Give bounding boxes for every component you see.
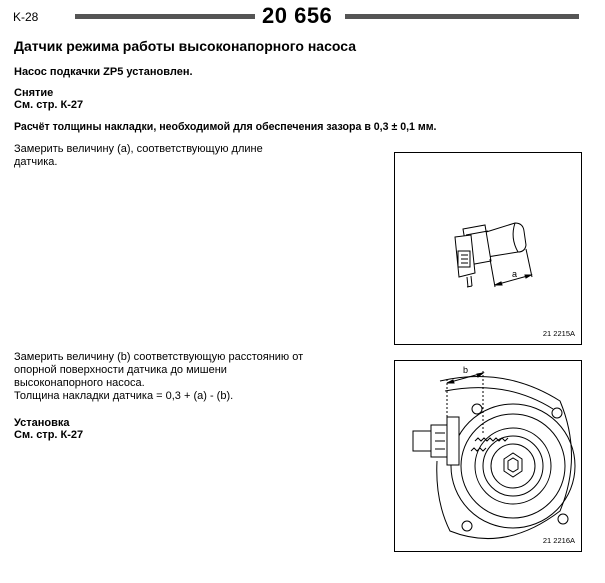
figure-sensor-length: [394, 152, 582, 345]
step2-line1: Замерить величину (b) соответствующую расстоянию от: [14, 351, 304, 363]
sensor-drawing: [395, 153, 581, 344]
calc-heading: Расчёт толщины накладки, необходимой для обеспечения зазора в 0,3 ± 0,1 мм.: [14, 121, 437, 133]
step2-line4: Толщина накладки датчика = 0,3 + (a) - (b).: [14, 390, 234, 402]
header-rule-right: [345, 14, 579, 19]
document-number: 20 656: [262, 3, 333, 28]
figure1-label: a: [512, 269, 518, 279]
page-title: Датчик режима работы высоконапорного насоса: [14, 38, 356, 54]
pump-installed-note: Насос подкачки ZP5 установлен.: [14, 66, 193, 78]
pump-drawing: [395, 361, 581, 551]
figure-target-distance: [394, 360, 582, 552]
removal-heading: Снятие: [14, 87, 54, 99]
removal-reference: См. стр. К-27: [14, 99, 84, 111]
install-heading: Установка: [14, 417, 70, 429]
step2-line3: высоконапорного насоса.: [14, 377, 145, 389]
step1-line1: Замерить величину (a), соответствующую длине: [14, 143, 263, 155]
step1-line2: датчика.: [14, 156, 58, 168]
header-rule-left: [75, 14, 255, 19]
step1-text: [14, 143, 263, 169]
figure2-label: b: [463, 365, 469, 375]
figure2-code: 21 2216A: [542, 536, 575, 545]
step2-text: [14, 351, 303, 403]
step2-line2: опорной поверхности датчика до мишени: [14, 364, 227, 376]
install-reference: См. стр. К-27: [14, 429, 84, 441]
figure1-code: 21 2215A: [542, 329, 575, 338]
page-number: K-28: [13, 10, 39, 24]
